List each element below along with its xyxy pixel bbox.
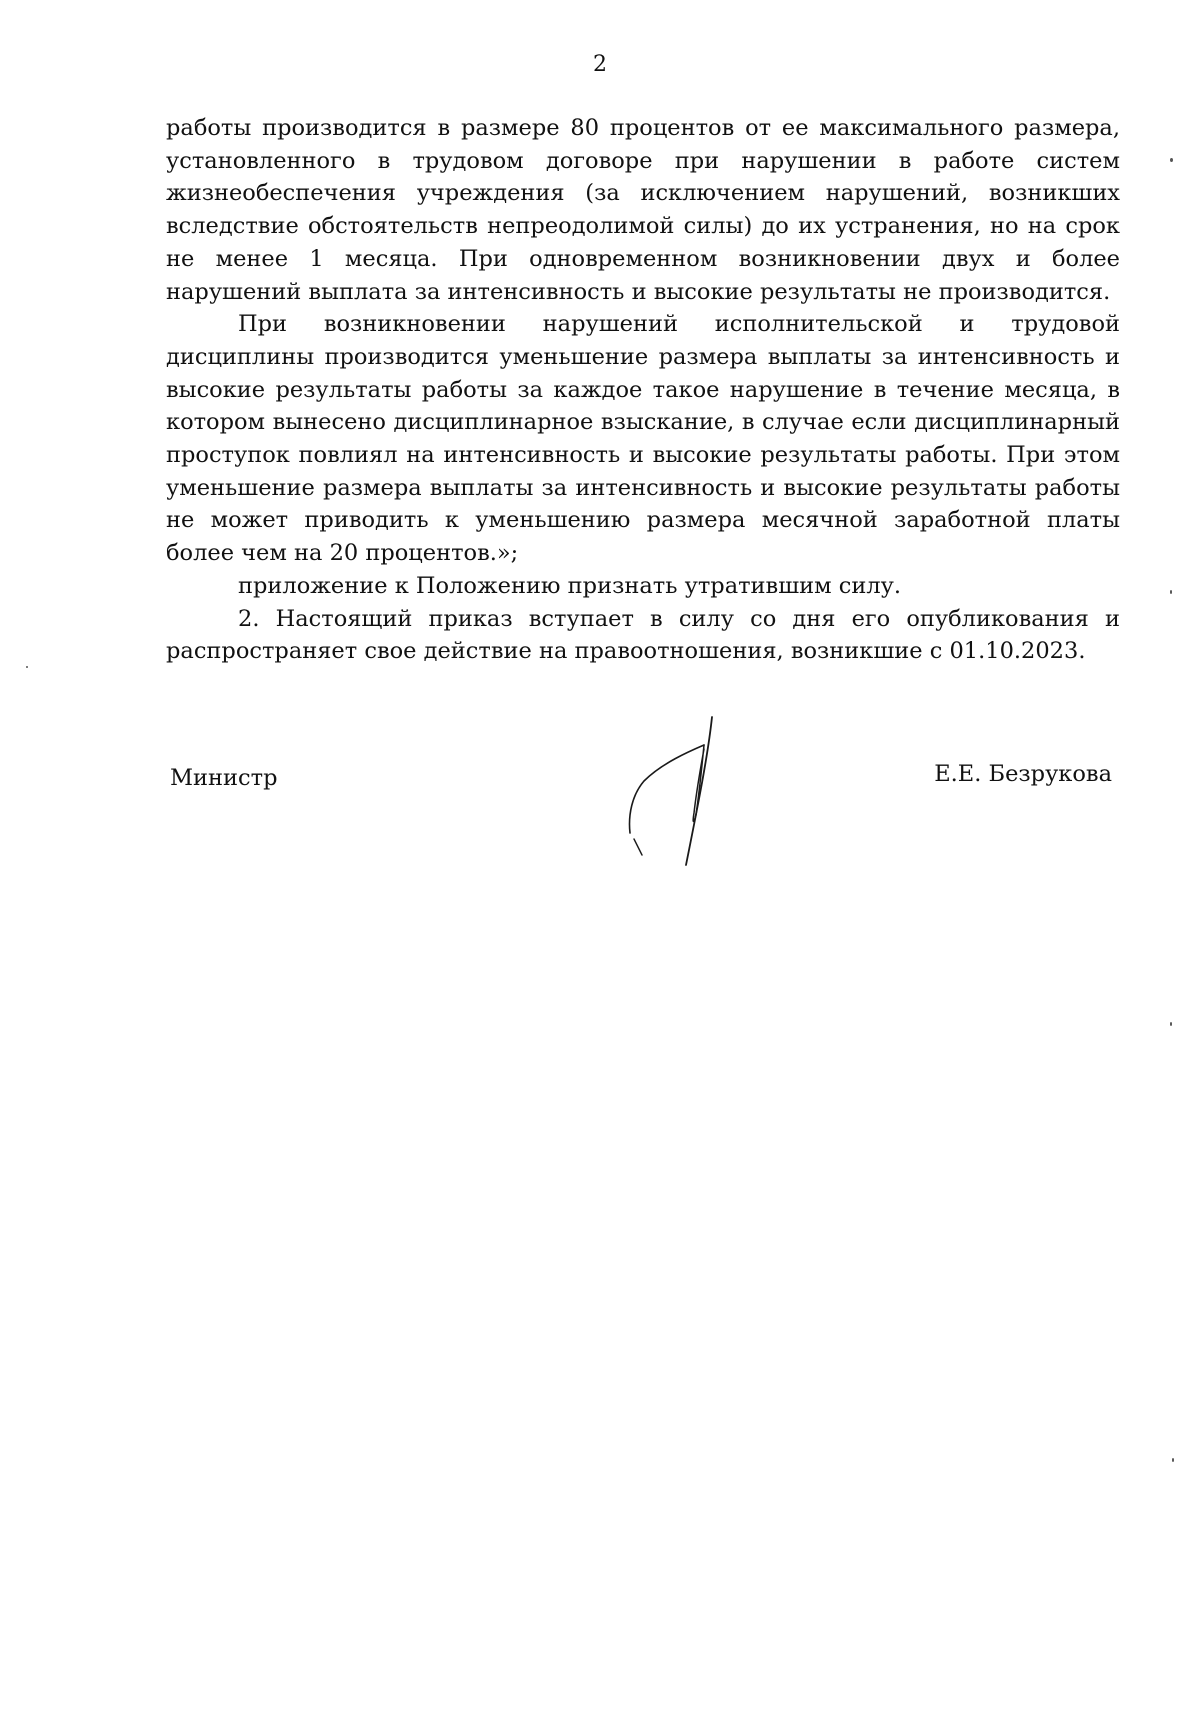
scan-speck [1172, 1458, 1174, 1462]
handwritten-signature [620, 715, 740, 875]
paragraph-continuation: работы производится в размере 80 процентов от ее максимального размера, установленного в трудовом договоре при нарушении в работе систем жизнеобеспечения учреждения (за исключением нарушений, возникших вследствие обстоятельств непреодолимой силы) до их устранения, но на срок не менее 1 месяца. При одновременном возникновении двух и более нарушений выплата за интенсивность и высокие результаты не производится. [166, 115, 1120, 305]
scan-speck [1170, 1022, 1172, 1026]
scan-speck [26, 666, 28, 668]
scan-speck [1170, 158, 1173, 162]
signatory-title: Министр [170, 765, 278, 791]
paragraph-appendix: приложение к Положению признать утратившим силу. [238, 572, 902, 599]
paragraph-discipline: При возникновении нарушений исполнительской и трудовой дисциплины производится уменьшение размера выплаты за интенсивность и высокие результаты работы за каждое такое нарушение в течение месяца, в котором вынесено дисциплинарное взыскание, в случае если дисциплинарный проступок повлиял на интенсивность и высокие результаты работы. При этом уменьшение размера выплаты за интенсивность и высокие результаты работы не может приводить к уменьшению размера месячной заработной платы более чем на 20 процентов.»; [166, 311, 1120, 567]
scan-speck [1170, 590, 1172, 594]
signatory-name: Е.Е. Безрукова [934, 761, 1112, 787]
paragraph-effective-date: 2. Настоящий приказ вступает в силу со дня его опубликования и распространяет свое действие на правоотношения, возникшие с 01.10.2023. [166, 605, 1120, 665]
page-number: 2 [593, 52, 607, 77]
document-body [166, 112, 1120, 668]
